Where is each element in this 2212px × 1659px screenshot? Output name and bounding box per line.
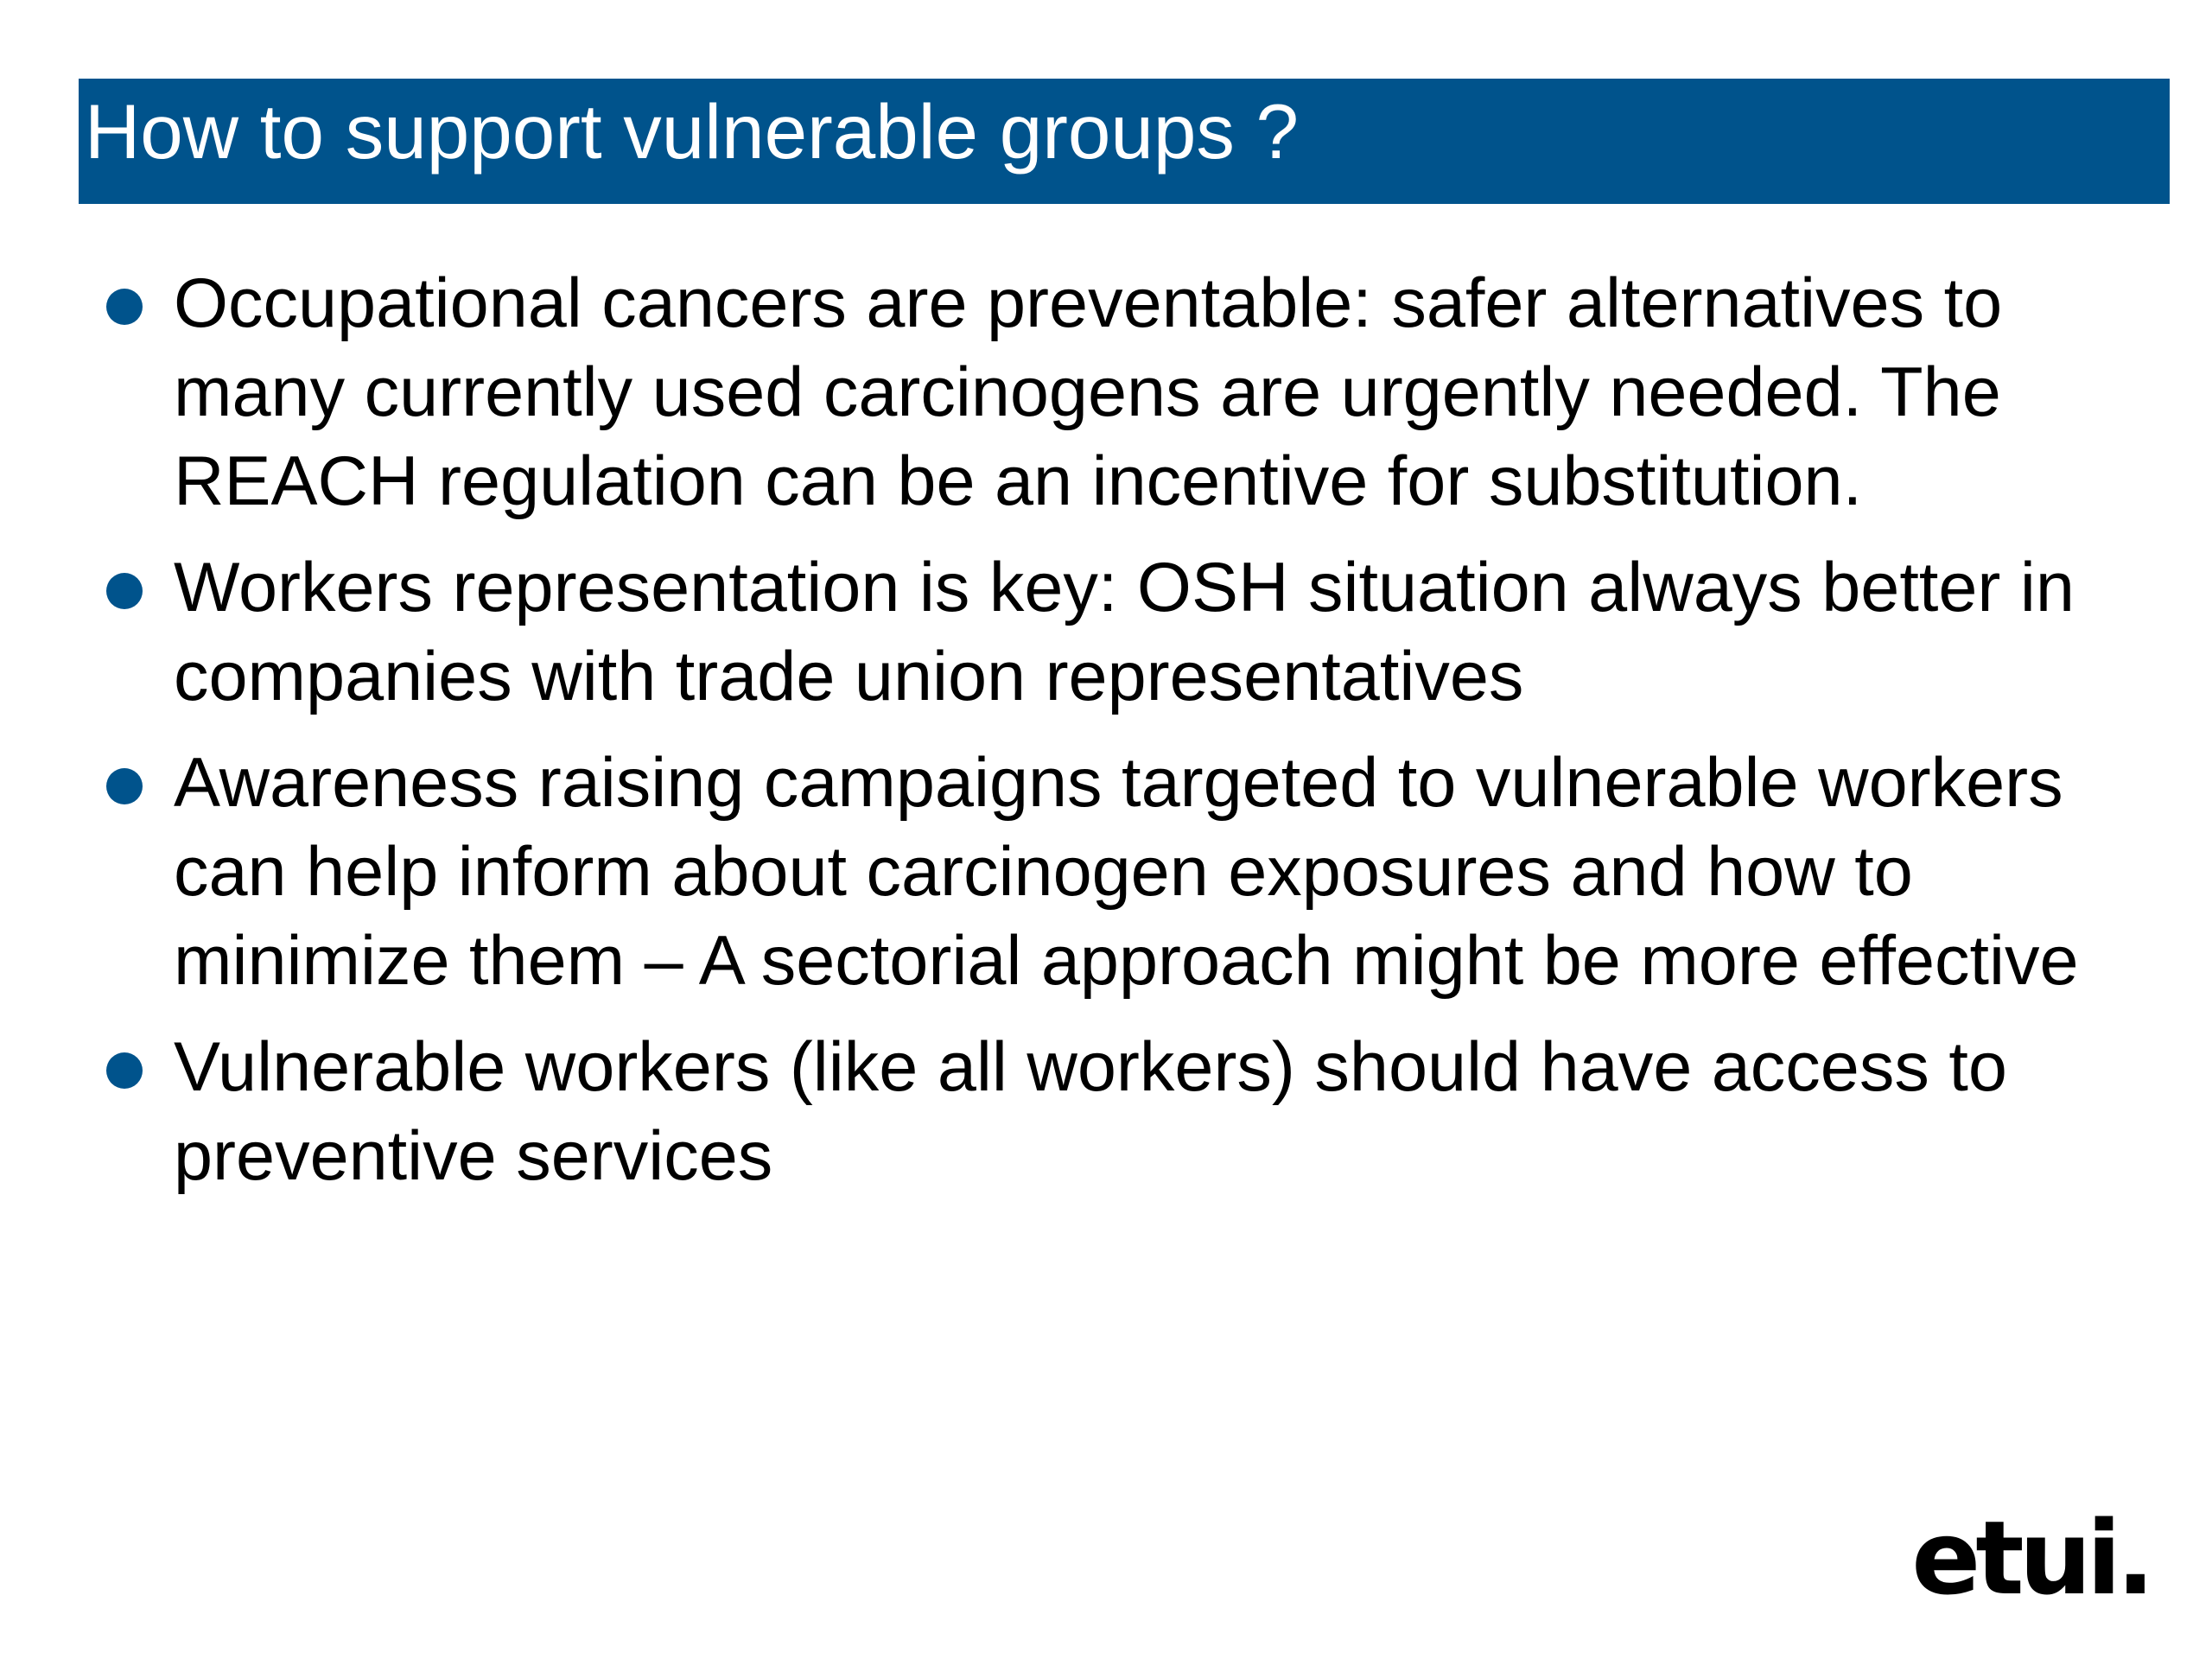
bullet-item <box>99 259 2169 526</box>
slide-title: How to support vulnerable groups ? <box>85 88 1300 175</box>
bullet-item <box>99 739 2169 1006</box>
bullet-dot-icon <box>106 289 143 325</box>
bullet-text: Vulnerable workers (like all workers) should have access to preventive services <box>174 1028 2007 1195</box>
bullet-text: Occupational cancers are preventable: safer alternatives to many currently used carcinogens are urgently needed. The REACH regulation can be an incentive for substitution. <box>174 264 2003 520</box>
bullet-text: Workers representation is key: OSH situation always better in companies with trade union representatives <box>174 549 2075 715</box>
bullet-dot-icon <box>106 1052 143 1089</box>
bullet-item <box>99 1023 2169 1201</box>
bullet-dot-icon <box>106 573 143 609</box>
bullet-list <box>99 259 2169 1218</box>
title-bar <box>79 79 2170 204</box>
bullet-dot-icon <box>106 768 143 804</box>
bullet-text: Awareness raising campaigns targeted to vulnerable workers can help inform about carcinogen exposures and how to minimize them – A sectorial approach might be more effective <box>174 744 2079 1000</box>
bullet-item <box>99 543 2169 721</box>
etui-logo: etui. <box>1911 1498 2150 1618</box>
